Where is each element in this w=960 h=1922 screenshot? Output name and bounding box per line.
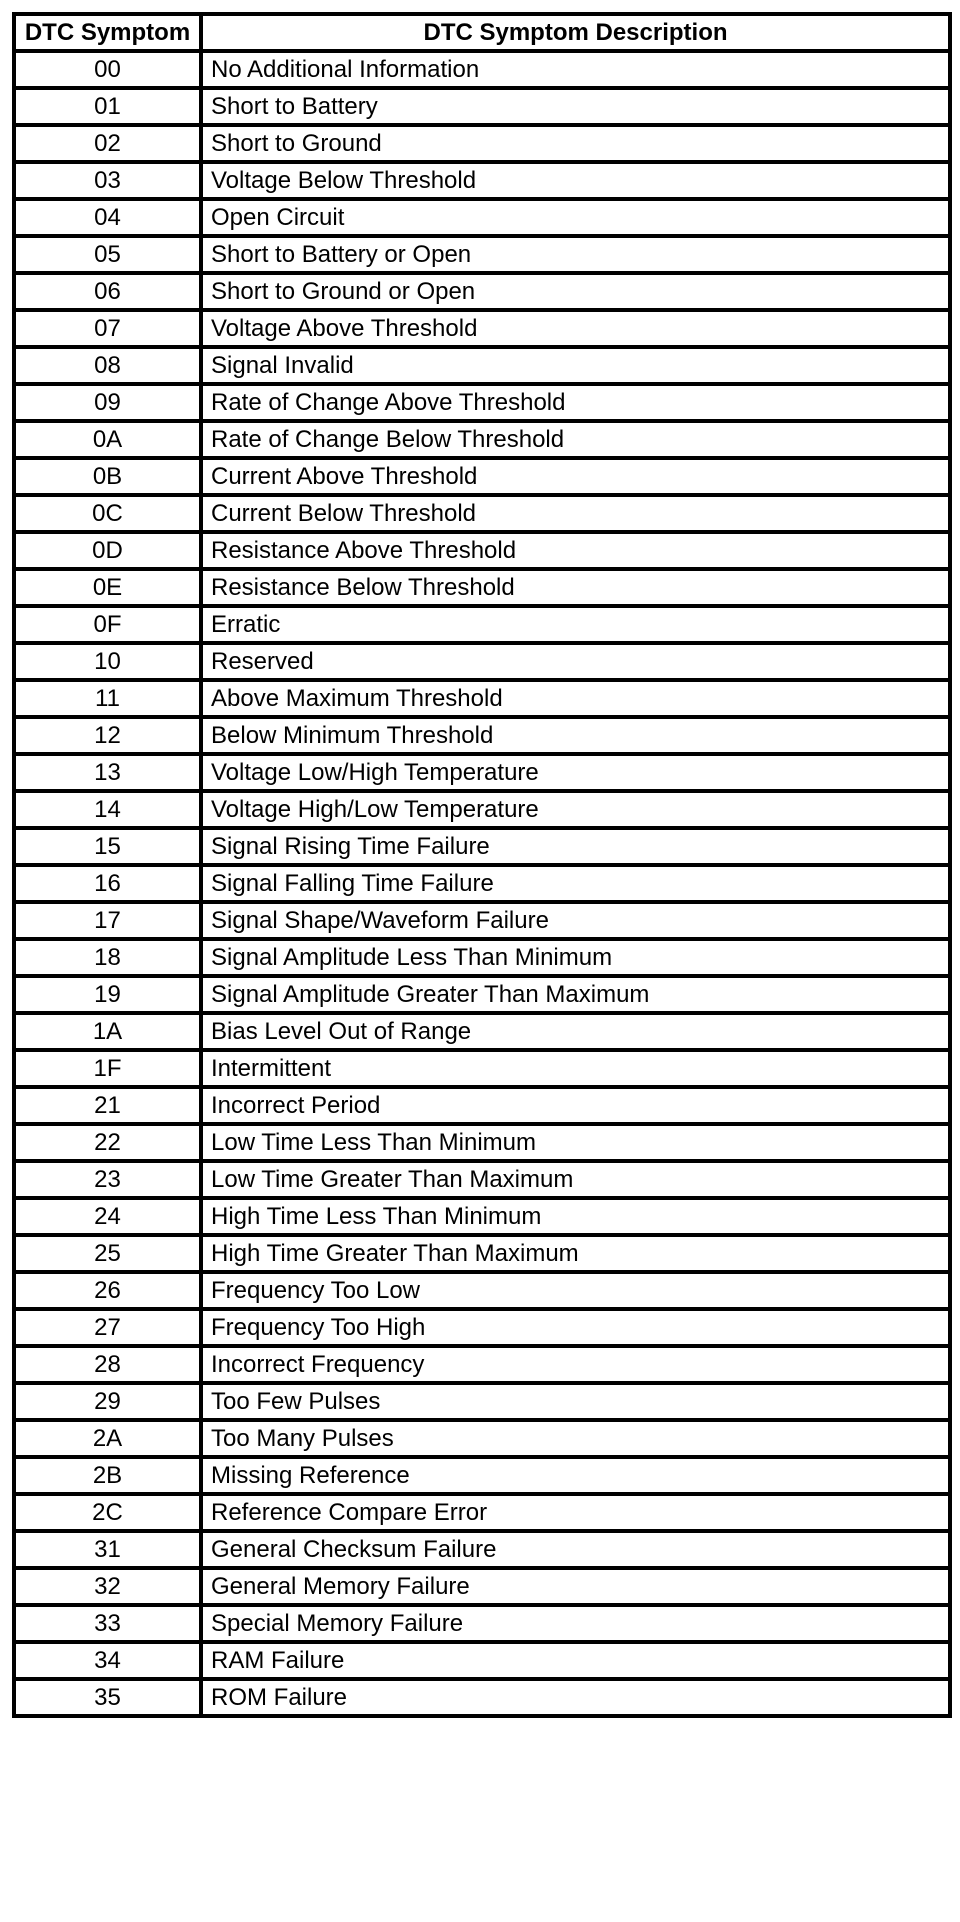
dtc-symptom-description: Special Memory Failure <box>201 1605 950 1642</box>
dtc-symptom-description: General Checksum Failure <box>201 1531 950 1568</box>
dtc-symptom-code: 14 <box>14 791 201 828</box>
dtc-symptom-code: 0F <box>14 606 201 643</box>
dtc-symptom-code: 21 <box>14 1087 201 1124</box>
table-row <box>14 1161 950 1198</box>
table-row <box>14 532 950 569</box>
table-row <box>14 421 950 458</box>
dtc-symptom-code: 2C <box>14 1494 201 1531</box>
dtc-symptom-code: 12 <box>14 717 201 754</box>
header-row <box>14 14 950 51</box>
table-row <box>14 1494 950 1531</box>
dtc-symptom-code: 1F <box>14 1050 201 1087</box>
dtc-symptom-description: No Additional Information <box>201 51 950 88</box>
table-row <box>14 1568 950 1605</box>
dtc-symptom-code: 23 <box>14 1161 201 1198</box>
dtc-symptom-code: 33 <box>14 1605 201 1642</box>
table-row <box>14 88 950 125</box>
dtc-symptom-description: Signal Invalid <box>201 347 950 384</box>
dtc-symptom-description: Voltage High/Low Temperature <box>201 791 950 828</box>
dtc-symptom-code: 04 <box>14 199 201 236</box>
table-row <box>14 199 950 236</box>
dtc-symptom-description: Current Below Threshold <box>201 495 950 532</box>
table-row <box>14 1605 950 1642</box>
dtc-symptom-code: 26 <box>14 1272 201 1309</box>
table-row <box>14 865 950 902</box>
dtc-symptom-code: 15 <box>14 828 201 865</box>
table-row <box>14 236 950 273</box>
dtc-symptom-description: Bias Level Out of Range <box>201 1013 950 1050</box>
dtc-symptom-code: 27 <box>14 1309 201 1346</box>
table-row <box>14 754 950 791</box>
header-dtc-symptom-description: DTC Symptom Description <box>201 14 950 51</box>
dtc-symptom-code: 31 <box>14 1531 201 1568</box>
dtc-symptom-code: 07 <box>14 310 201 347</box>
dtc-symptom-description: Low Time Less Than Minimum <box>201 1124 950 1161</box>
dtc-symptom-code: 09 <box>14 384 201 421</box>
dtc-symptom-description: Frequency Too High <box>201 1309 950 1346</box>
dtc-symptom-code: 0C <box>14 495 201 532</box>
table-row <box>14 1272 950 1309</box>
dtc-symptom-code: 28 <box>14 1346 201 1383</box>
dtc-symptom-code: 25 <box>14 1235 201 1272</box>
dtc-symptom-description: Signal Rising Time Failure <box>201 828 950 865</box>
dtc-symptom-description: Resistance Below Threshold <box>201 569 950 606</box>
table-body <box>14 51 950 1716</box>
dtc-symptom-description: Signal Amplitude Less Than Minimum <box>201 939 950 976</box>
dtc-symptom-description: Rate of Change Below Threshold <box>201 421 950 458</box>
table-row <box>14 1235 950 1272</box>
dtc-symptom-code: 24 <box>14 1198 201 1235</box>
table-row <box>14 347 950 384</box>
table-row <box>14 1420 950 1457</box>
table-row <box>14 1383 950 1420</box>
dtc-symptom-description: Reserved <box>201 643 950 680</box>
dtc-symptom-description: Short to Battery <box>201 88 950 125</box>
table-row <box>14 1531 950 1568</box>
table-row <box>14 717 950 754</box>
dtc-symptom-description: Low Time Greater Than Maximum <box>201 1161 950 1198</box>
dtc-symptom-code: 13 <box>14 754 201 791</box>
dtc-symptom-description: Incorrect Period <box>201 1087 950 1124</box>
dtc-symptom-code: 01 <box>14 88 201 125</box>
table-row <box>14 902 950 939</box>
dtc-symptom-description: RAM Failure <box>201 1642 950 1679</box>
table-row <box>14 939 950 976</box>
dtc-symptom-code: 19 <box>14 976 201 1013</box>
dtc-symptom-code: 05 <box>14 236 201 273</box>
table-row <box>14 791 950 828</box>
table-row <box>14 495 950 532</box>
dtc-symptom-code: 02 <box>14 125 201 162</box>
dtc-symptom-description: Signal Shape/Waveform Failure <box>201 902 950 939</box>
dtc-symptom-description: High Time Greater Than Maximum <box>201 1235 950 1272</box>
dtc-symptom-code: 00 <box>14 51 201 88</box>
dtc-symptom-description: Current Above Threshold <box>201 458 950 495</box>
dtc-symptom-description: Incorrect Frequency <box>201 1346 950 1383</box>
table-row <box>14 1198 950 1235</box>
dtc-symptom-code: 29 <box>14 1383 201 1420</box>
dtc-symptom-code: 17 <box>14 902 201 939</box>
dtc-symptom-code: 16 <box>14 865 201 902</box>
table-row <box>14 1309 950 1346</box>
header-dtc-symptom: DTC Symptom <box>14 14 201 51</box>
table-row <box>14 125 950 162</box>
dtc-symptom-code: 2B <box>14 1457 201 1494</box>
table-row <box>14 1679 950 1716</box>
dtc-symptom-code: 1A <box>14 1013 201 1050</box>
dtc-symptom-code: 35 <box>14 1679 201 1716</box>
table-row <box>14 458 950 495</box>
dtc-symptom-code: 0E <box>14 569 201 606</box>
dtc-symptom-description: Intermittent <box>201 1050 950 1087</box>
table-row <box>14 51 950 88</box>
table-row <box>14 1124 950 1161</box>
dtc-symptom-code: 03 <box>14 162 201 199</box>
table-row <box>14 273 950 310</box>
table-row <box>14 643 950 680</box>
dtc-symptom-description: ROM Failure <box>201 1679 950 1716</box>
table-row <box>14 1013 950 1050</box>
table-row <box>14 569 950 606</box>
dtc-symptom-code: 0D <box>14 532 201 569</box>
dtc-symptom-description: Voltage Low/High Temperature <box>201 754 950 791</box>
dtc-symptom-code: 22 <box>14 1124 201 1161</box>
table-row <box>14 1346 950 1383</box>
dtc-symptom-description: Voltage Below Threshold <box>201 162 950 199</box>
dtc-symptom-description: High Time Less Than Minimum <box>201 1198 950 1235</box>
dtc-symptom-description: Rate of Change Above Threshold <box>201 384 950 421</box>
dtc-symptom-code: 0A <box>14 421 201 458</box>
table-header <box>14 14 950 51</box>
table-row <box>14 1457 950 1494</box>
table-row <box>14 828 950 865</box>
dtc-symptom-code: 34 <box>14 1642 201 1679</box>
dtc-symptom-code: 18 <box>14 939 201 976</box>
dtc-symptom-description: Missing Reference <box>201 1457 950 1494</box>
dtc-symptom-description: Above Maximum Threshold <box>201 680 950 717</box>
table-row <box>14 384 950 421</box>
dtc-symptom-code: 10 <box>14 643 201 680</box>
dtc-symptom-code: 2A <box>14 1420 201 1457</box>
table-row <box>14 606 950 643</box>
dtc-symptom-description: Too Few Pulses <box>201 1383 950 1420</box>
dtc-symptom-description: General Memory Failure <box>201 1568 950 1605</box>
table-row <box>14 976 950 1013</box>
dtc-symptom-code: 0B <box>14 458 201 495</box>
dtc-symptom-description: Short to Battery or Open <box>201 236 950 273</box>
dtc-symptom-code: 06 <box>14 273 201 310</box>
dtc-symptom-description: Short to Ground or Open <box>201 273 950 310</box>
dtc-symptom-code: 32 <box>14 1568 201 1605</box>
dtc-symptom-description: Voltage Above Threshold <box>201 310 950 347</box>
table-row <box>14 680 950 717</box>
table-row <box>14 162 950 199</box>
dtc-symptom-code: 11 <box>14 680 201 717</box>
dtc-symptom-description: Short to Ground <box>201 125 950 162</box>
dtc-symptom-description: Too Many Pulses <box>201 1420 950 1457</box>
dtc-symptom-description: Open Circuit <box>201 199 950 236</box>
dtc-symptom-description: Signal Amplitude Greater Than Maximum <box>201 976 950 1013</box>
dtc-symptom-table <box>12 12 952 1718</box>
dtc-symptom-description: Erratic <box>201 606 950 643</box>
dtc-symptom-description: Below Minimum Threshold <box>201 717 950 754</box>
table-row <box>14 1087 950 1124</box>
dtc-symptom-description: Frequency Too Low <box>201 1272 950 1309</box>
dtc-symptom-description: Signal Falling Time Failure <box>201 865 950 902</box>
dtc-symptom-description: Resistance Above Threshold <box>201 532 950 569</box>
dtc-symptom-code: 08 <box>14 347 201 384</box>
table-row <box>14 1642 950 1679</box>
dtc-symptom-description: Reference Compare Error <box>201 1494 950 1531</box>
table-row <box>14 310 950 347</box>
table-row <box>14 1050 950 1087</box>
